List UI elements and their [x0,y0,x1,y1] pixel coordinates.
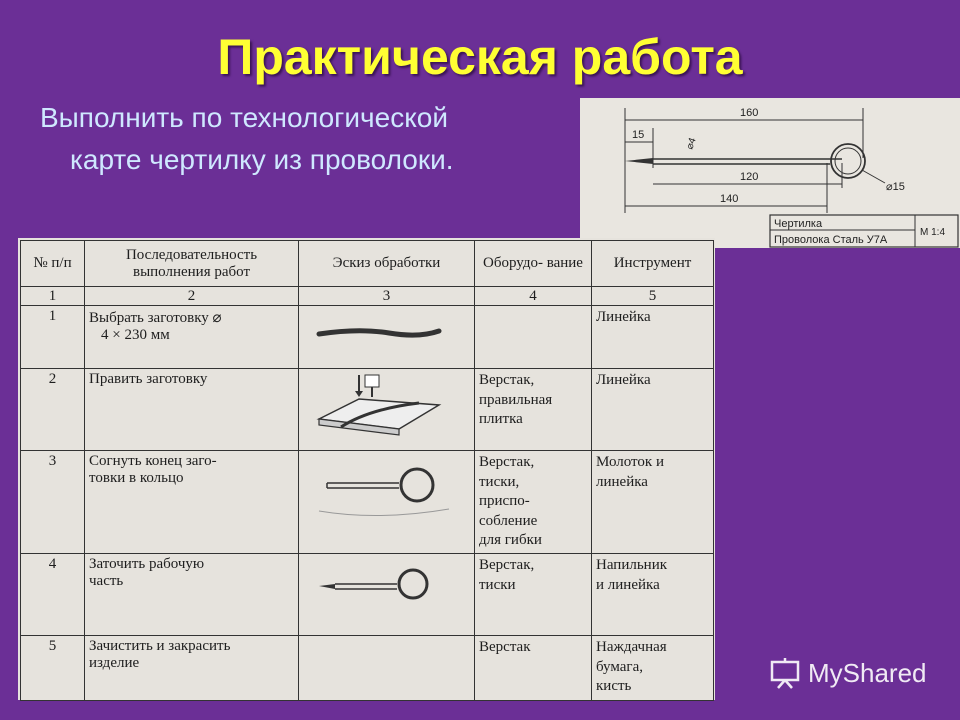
row-number: 1 [21,306,85,369]
subtitle-line-1: Выполнить по технологической [40,102,448,133]
task-line: Зачистить и закрасить [89,638,231,654]
header-tool: Инструмент [592,241,714,287]
part-name: Чертилка [774,218,823,230]
tech-card-table-panel [18,238,715,700]
row-task [85,636,299,701]
presentation-board-icon [768,656,802,690]
myshared-watermark [768,656,927,690]
row-tool: Напильник и линейка [592,554,714,636]
col-number: 5 [592,287,714,306]
task-line: Выбрать заготовку ⌀ [89,310,222,326]
sketch-straightening [299,369,475,451]
row-number: 2 [21,369,85,451]
column-number-row [21,287,714,306]
task-line: Править заготовку [89,371,208,387]
sketch-ring-bend [299,451,475,554]
table-row [21,369,714,451]
row-tool: Линейка [592,306,714,369]
label-d15: ⌀15 [886,181,905,193]
task-line: 4 × 230 мм [101,327,170,343]
header-num: № п/п [21,241,85,287]
label-d4: ⌀4 [684,136,699,152]
sketch-empty [299,636,475,701]
task-line: Согнуть конец заго- [89,453,217,469]
watermark-text: MyShared [808,657,927,688]
row-tool: Линейка [592,369,714,451]
drawing-scale: М 1:4 [920,227,946,238]
table-row [21,451,714,554]
row-tool: Молоток и линейка [592,451,714,554]
header-equipment: Оборудо- вание [475,241,592,287]
row-equipment: Верстак, тиски [475,554,592,636]
task-line: изделие [89,655,140,671]
task-line: товки в кольцо [89,470,184,486]
row-tool: Наждачная бумага, кисть [592,636,714,701]
label-15: 15 [632,129,645,141]
col-number: 1 [21,287,85,306]
row-equipment: Верстак, правильная плитка [475,369,592,451]
row-number: 5 [21,636,85,701]
table-row [21,306,714,369]
task-line: часть [89,573,124,589]
row-equipment [475,306,592,369]
scriber-tip [625,158,653,164]
sketch-straight-wire [299,306,475,369]
row-number: 3 [21,451,85,554]
header-sequence: Последовательность выполнения работ [85,241,299,287]
row-task [85,306,299,369]
row-equipment: Верстак [475,636,592,701]
table-row [21,554,714,636]
sketch-sharpening [299,554,475,636]
technical-drawing [580,98,960,248]
row-number: 4 [21,554,85,636]
label-160: 160 [740,107,759,119]
row-task [85,451,299,554]
col-number: 3 [299,287,475,306]
scriber-ring [831,144,865,178]
slide-title: Практическая работа [217,29,743,85]
tech-card-table [20,240,714,701]
label-140: 140 [720,193,739,205]
part-material: Проволока Сталь У7А [774,234,888,246]
subtitle-line-2: карте чертилку из проволоки. [70,144,454,175]
table-row [21,636,714,701]
label-120: 120 [740,171,759,183]
col-number: 4 [475,287,592,306]
task-line: Заточить рабочую [89,556,205,572]
col-number: 2 [85,287,299,306]
drawing-svg [580,98,960,248]
row-task [85,554,299,636]
header-row [21,241,714,287]
row-equipment: Верстак, тиски, приспо- собление для гибки [475,451,592,554]
row-task [85,369,299,451]
header-sketch: Эскиз обработки [299,241,475,287]
